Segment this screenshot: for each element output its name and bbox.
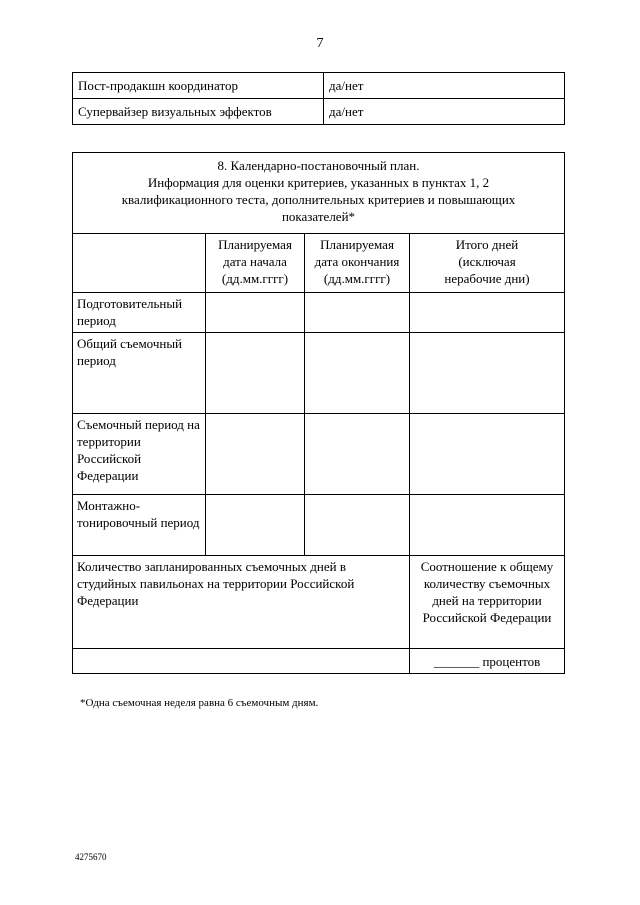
table-row — [73, 414, 565, 495]
period-start-cell — [206, 293, 305, 333]
role-value: да/нет — [324, 73, 565, 99]
section-subtitle: Информация для оценки критериев, указанных в пунктах 1, 2 квалификационного теста, дополнительных критериев и повышающих показателей* — [121, 175, 516, 224]
period-label: Общий съемочный период — [73, 333, 206, 414]
column-header-end: Планируемая дата окончания (дд.мм.гггг) — [305, 234, 410, 293]
table-row — [73, 99, 565, 125]
table-row — [73, 556, 565, 649]
ratio-value: _______ процентов — [410, 649, 565, 674]
period-end-cell — [305, 495, 410, 556]
period-total-cell — [410, 495, 565, 556]
section-title: 8. Календарно-постановочный план. — [217, 158, 420, 173]
table-row — [73, 153, 565, 234]
page-number: 7 — [316, 36, 324, 51]
table-row — [73, 333, 565, 414]
period-start-cell — [206, 414, 305, 495]
table-row — [73, 649, 565, 674]
section-header — [73, 153, 565, 234]
period-start-cell — [206, 495, 305, 556]
column-header-start: Планируемая дата начала (дд.мм.гггг) — [206, 234, 305, 293]
ratio-label: Соотношение к общему количеству съемочных дней на территории Российской Федерации — [410, 556, 565, 649]
table-row — [73, 234, 565, 293]
table-row — [73, 293, 565, 333]
studio-days-value-cell — [73, 649, 410, 674]
period-end-cell — [305, 414, 410, 495]
period-label: Подготовительный период — [73, 293, 206, 333]
period-end-cell — [305, 293, 410, 333]
period-label: Монтажно-тонировочный период — [73, 495, 206, 556]
period-total-cell — [410, 333, 565, 414]
period-total-cell — [410, 414, 565, 495]
schedule-table — [72, 152, 565, 674]
role-label: Пост-продакшн координатор — [73, 73, 324, 99]
footnote: *Одна съемочная неделя равна 6 съемочным дням. — [80, 697, 319, 709]
period-start-cell — [206, 333, 305, 414]
column-header-total: Итого дней (исключая нерабочие дни) — [410, 234, 565, 293]
roles-table — [72, 72, 565, 125]
period-total-cell — [410, 293, 565, 333]
table-row — [73, 495, 565, 556]
role-value: да/нет — [324, 99, 565, 125]
role-label: Супервайзер визуальных эффектов — [73, 99, 324, 125]
table-row — [73, 73, 565, 99]
period-end-cell — [305, 333, 410, 414]
header-empty-cell — [73, 234, 206, 293]
studio-days-label: Количество запланированных съемочных дней в студийных павильонах на территории Российской Федерации — [73, 556, 410, 649]
period-label: Съемочный период на территории Российской Федерации — [73, 414, 206, 495]
document-id: 4275670 — [75, 852, 107, 862]
